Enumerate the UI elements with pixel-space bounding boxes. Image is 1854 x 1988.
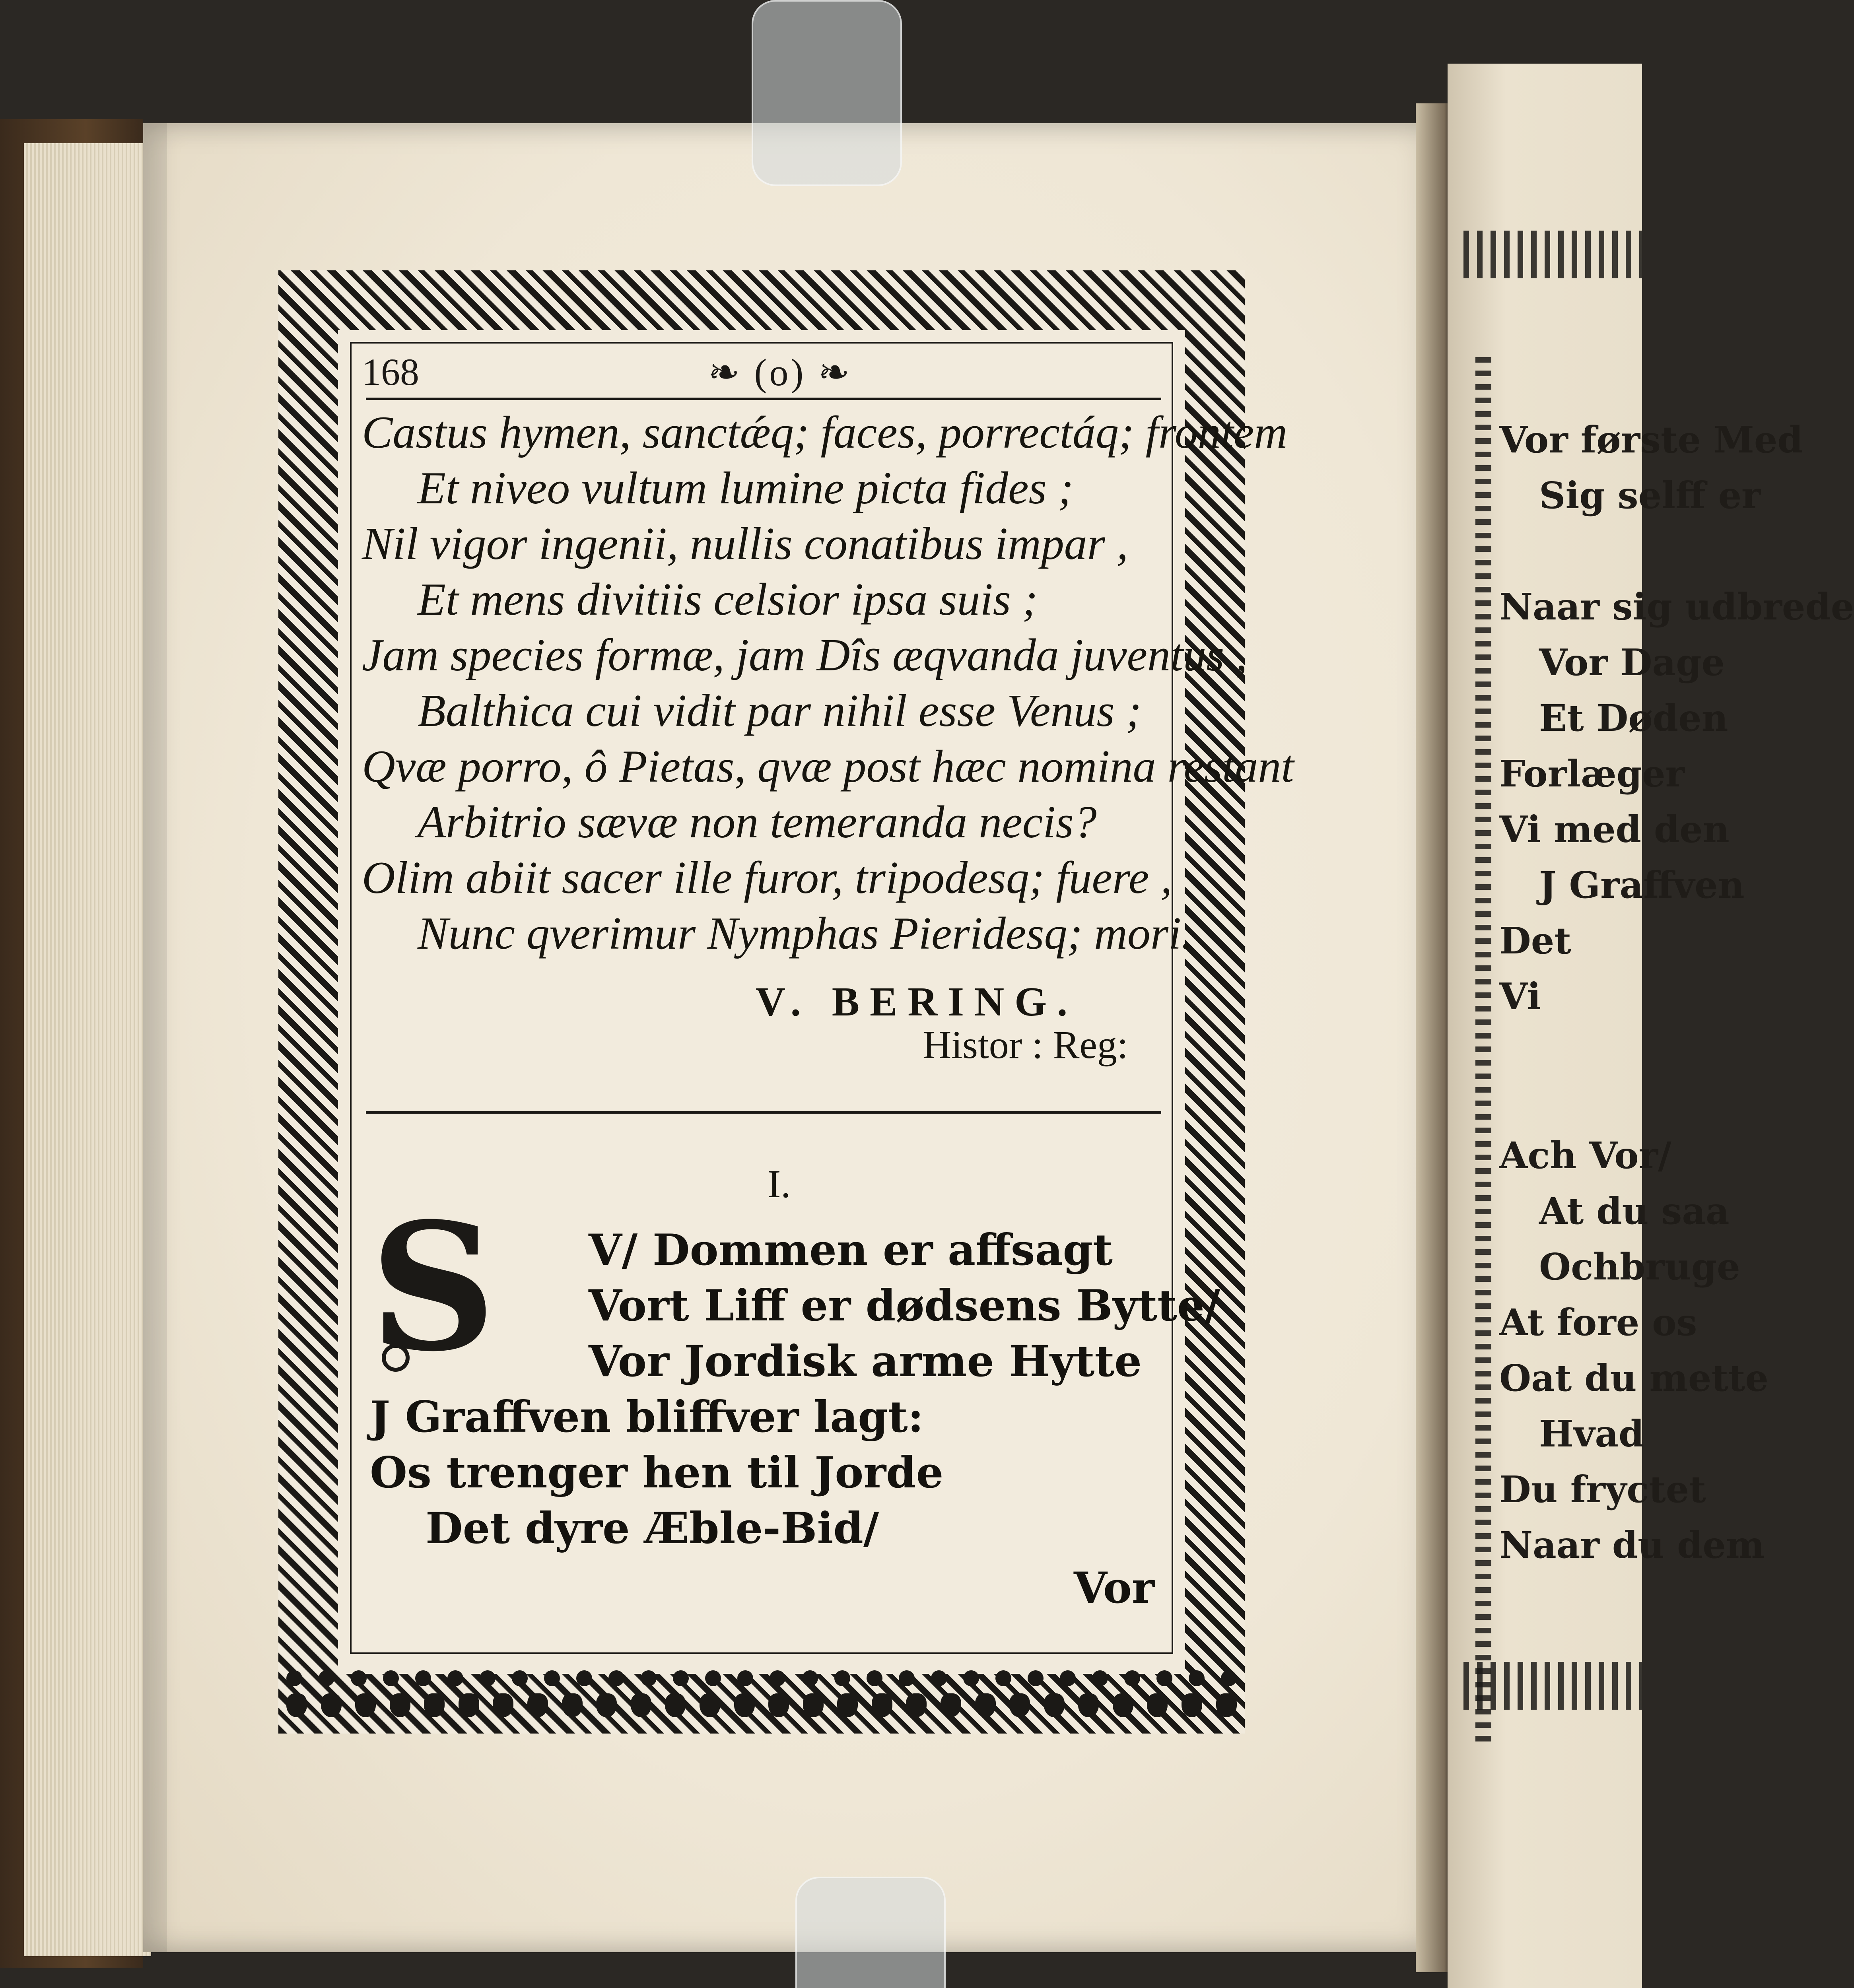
ornament-dot	[383, 1670, 399, 1686]
acorn-icon	[321, 1693, 342, 1717]
ornament-dot	[673, 1670, 689, 1686]
ornament-dot	[1028, 1670, 1044, 1686]
catchword: Vor	[1074, 1563, 1154, 1613]
facing-line: Ochbruge	[1539, 1245, 1740, 1288]
acorn-icon	[1216, 1693, 1237, 1717]
facing-page	[1448, 64, 1854, 1988]
facing-line: Forlæger	[1499, 752, 1685, 795]
verse-line: Os trenger hen til Jorde	[370, 1448, 944, 1498]
ornament-dot	[995, 1670, 1011, 1686]
page-header	[362, 350, 1165, 398]
ornament-dot	[480, 1670, 496, 1686]
facing-line: Ach Vor/	[1499, 1134, 1671, 1177]
ornament-dot	[737, 1670, 753, 1686]
acorn-icon	[975, 1693, 996, 1717]
facing-line: At fore os	[1499, 1301, 1697, 1344]
ornament-dot	[608, 1670, 624, 1686]
acorn-icon	[734, 1693, 755, 1717]
page-clip-bottom	[795, 1877, 946, 1988]
facing-frame	[1475, 350, 1491, 1741]
facing-ornament-bottom	[1463, 1662, 1642, 1710]
acorn-icon	[872, 1693, 892, 1717]
acorn-icon	[493, 1693, 513, 1717]
acorn-icon	[1078, 1693, 1099, 1717]
ornament-dot	[1189, 1670, 1205, 1686]
acorn-icon	[941, 1693, 961, 1717]
page-edges	[24, 143, 151, 1956]
poem-line: Jam species formæ, jam Dîs æqvanda juventus ,	[362, 630, 1248, 681]
acorn-icon	[803, 1693, 824, 1717]
acorn-icon	[1009, 1693, 1030, 1717]
acorn-icon	[906, 1693, 927, 1717]
facing-line: Sig selff er	[1539, 474, 1761, 517]
ornament-dot	[705, 1670, 721, 1686]
ornament-dot	[1221, 1670, 1237, 1686]
acorn-icon	[355, 1693, 376, 1717]
header-rule	[366, 398, 1161, 400]
ornament-dot	[447, 1670, 463, 1686]
acorn-ornament-band	[278, 1654, 1245, 1734]
acorn-icon	[768, 1693, 789, 1717]
acorn-icon	[1113, 1693, 1133, 1717]
facing-ornament-top	[1463, 231, 1642, 278]
poem-line: Olim abiit sacer ille furor, tripodesq; fuere ,	[362, 852, 1172, 903]
poem-line: Nunc qverimur Nymphas Pieridesq; mori.	[418, 908, 1193, 959]
facing-line: Vi	[1499, 975, 1541, 1018]
facing-line: Hvad	[1539, 1412, 1644, 1455]
ornament-row	[278, 1693, 1245, 1717]
page-shadow	[143, 123, 167, 1952]
facing-line: J Graffven	[1539, 864, 1745, 907]
ornament-dot	[963, 1670, 979, 1686]
poem-line: Castus hymen, sanctǽq; faces, porrectáq; frontem	[362, 407, 1288, 458]
ornament-dot	[899, 1670, 915, 1686]
verse-line: V/ Dommen er affsagt	[589, 1225, 1113, 1275]
stanza-number: I.	[768, 1162, 791, 1206]
acorn-icon	[1147, 1693, 1168, 1717]
facing-line: Det	[1499, 919, 1571, 962]
facing-line: Naar sig udbrede	[1499, 585, 1854, 628]
acorn-icon	[631, 1693, 651, 1717]
ornament-dot	[1060, 1670, 1076, 1686]
poem-line: Balthica cui vidit par nihil esse Venus ;	[418, 685, 1142, 736]
section-rule	[366, 1111, 1161, 1114]
ornament-dot	[415, 1670, 431, 1686]
initial-flourish	[382, 1344, 410, 1372]
verse-line: J Graffven bliffver lagt:	[370, 1392, 924, 1442]
ornament-dot	[351, 1670, 367, 1686]
facing-line: Oat du mette	[1499, 1357, 1768, 1400]
ornament-dot	[286, 1670, 302, 1686]
facing-line: Du fryctet	[1499, 1468, 1706, 1511]
ornament-dot	[1124, 1670, 1140, 1686]
header-ornament: ❧ (o) ❧	[708, 351, 852, 394]
acorn-icon	[1182, 1693, 1202, 1717]
ornament-dot	[867, 1670, 882, 1686]
poem-line: Nil vigor ingenii, nullis conatibus impar ,	[362, 518, 1128, 569]
ornament-dot	[544, 1670, 560, 1686]
ornament-dot	[641, 1670, 657, 1686]
acorn-icon	[665, 1693, 686, 1717]
decorated-initial: S	[370, 1184, 496, 1390]
page-clip-top	[752, 0, 902, 186]
ornament-dot	[931, 1670, 947, 1686]
facing-line: Vi med den	[1499, 808, 1730, 851]
facing-line: Vor første Med	[1499, 418, 1803, 461]
verse-line: Vor Jordisk arme Hytte	[589, 1336, 1142, 1386]
acorn-icon	[286, 1693, 307, 1717]
page-number: 168	[362, 351, 419, 393]
ornament-dot	[770, 1670, 785, 1686]
ornament-dot	[512, 1670, 528, 1686]
acorn-icon	[390, 1693, 410, 1717]
ornament-row	[278, 1670, 1245, 1686]
signature-name: V. BERING.	[756, 979, 1078, 1025]
ornament-dot	[802, 1670, 818, 1686]
acorn-icon	[527, 1693, 548, 1717]
ornament-dot	[319, 1670, 334, 1686]
verse-line: Vort Liff er dødsens Bytte/	[589, 1281, 1220, 1331]
ornament-dot	[1092, 1670, 1108, 1686]
facing-line: At du saa	[1539, 1190, 1730, 1233]
acorn-icon	[562, 1693, 583, 1717]
acorn-icon	[459, 1693, 479, 1717]
facing-line: Et Døden	[1539, 697, 1728, 740]
poem-line: Et niveo vultum lumine picta fides ;	[418, 463, 1074, 514]
ornament-dot	[576, 1670, 592, 1686]
poem-line: Arbitrio sævæ non temeranda necis?	[418, 797, 1097, 848]
acorn-icon	[424, 1693, 445, 1717]
acorn-icon	[837, 1693, 858, 1717]
facing-line: Vor Dage	[1539, 641, 1725, 684]
poem-line: Et mens divitiis celsior ipsa suis ;	[418, 574, 1038, 625]
acorn-icon	[1044, 1693, 1065, 1717]
signature-title: Histor : Reg:	[923, 1023, 1128, 1067]
verse-line: Det dyre Æble-Bid/	[426, 1503, 879, 1553]
ornament-dot	[1156, 1670, 1172, 1686]
ornament-dot	[834, 1670, 850, 1686]
acorn-icon	[700, 1693, 720, 1717]
acorn-icon	[596, 1693, 617, 1717]
facing-line: Naar du dem	[1499, 1524, 1765, 1567]
poem-line: Qvæ porro, ô Pietas, qvæ post hæc nomina restant	[362, 741, 1294, 792]
